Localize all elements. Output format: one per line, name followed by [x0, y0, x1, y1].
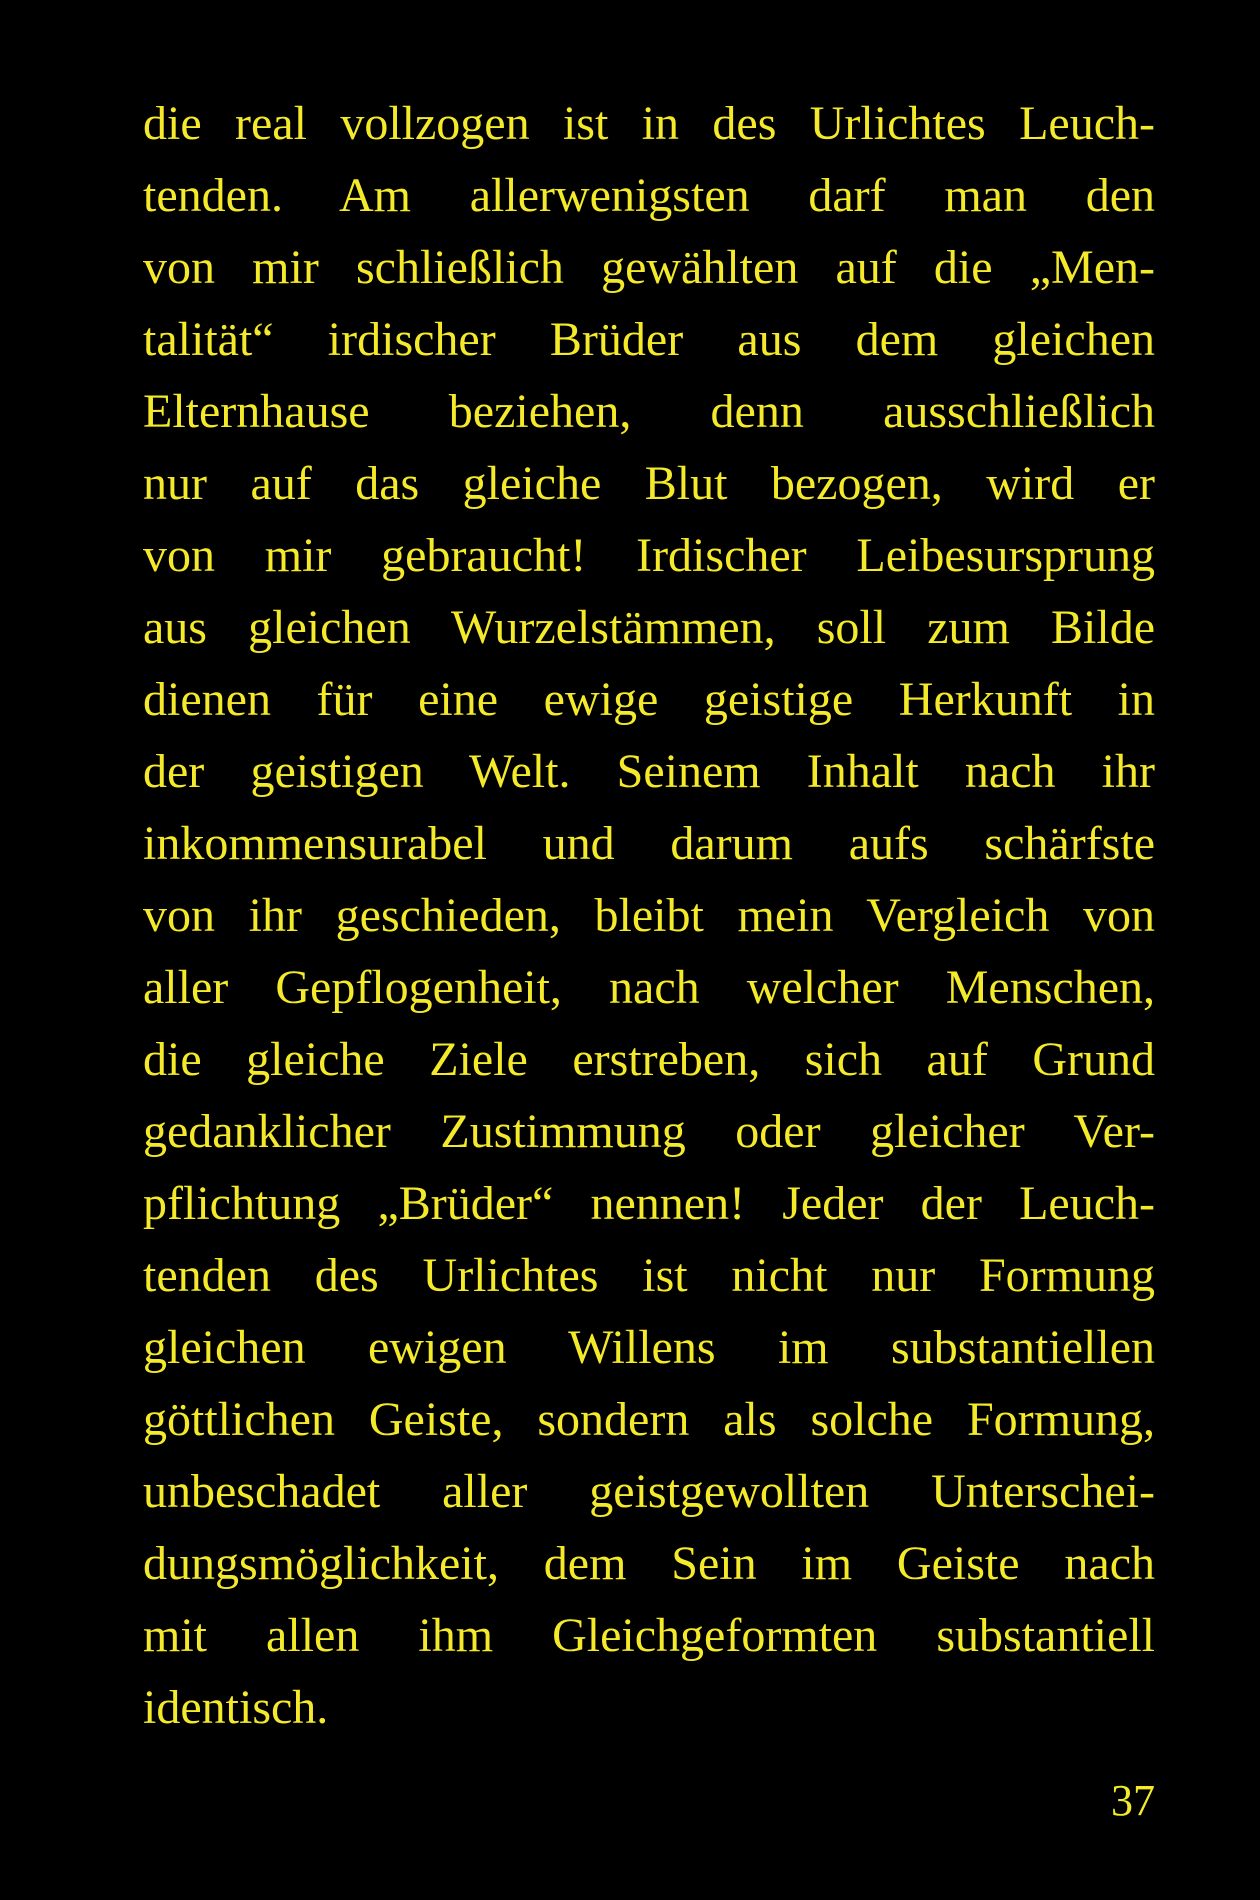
text-line: identisch.	[143, 1681, 329, 1734]
text-line: dienen für eine ewige geistige Herkunft in	[143, 673, 1155, 726]
text-line: von mir gebraucht! Irdischer Leibesursprung	[143, 529, 1155, 582]
body-text	[143, 88, 1155, 1744]
text-line: nur auf das gleiche Blut bezogen, wird er	[143, 457, 1155, 510]
text-line: gedanklicher Zustimmung oder gleicher Ver-	[143, 1105, 1155, 1158]
text-line: mit allen ihm Gleichgeformten substantiell	[143, 1609, 1155, 1662]
text-line: die gleiche Ziele erstreben, sich auf Grund	[143, 1033, 1155, 1086]
text-line: dungsmöglichkeit, dem Sein im Geiste nach	[143, 1537, 1155, 1590]
text-line: gleichen ewigen Willens im substantiellen	[143, 1321, 1155, 1374]
text-line: von ihr geschieden, bleibt mein Vergleich von	[143, 889, 1155, 942]
text-line: unbeschadet aller geistgewollten Unterschei-	[143, 1465, 1155, 1518]
text-line: aller Gepflogenheit, nach welcher Menschen,	[143, 961, 1155, 1014]
text-line: die real vollzogen ist in des Urlichtes Leuch-	[143, 97, 1155, 150]
text-line: aus gleichen Wurzelstämmen, soll zum Bilde	[143, 601, 1155, 654]
text-line: inkommensurabel und darum aufs schärfste	[143, 817, 1155, 870]
text-line: göttlichen Geiste, sondern als solche Formung,	[143, 1393, 1155, 1446]
text-line: von mir schließlich gewählten auf die „Men-	[143, 241, 1155, 294]
text-line: tenden des Urlichtes ist nicht nur Formung	[143, 1249, 1155, 1302]
text-line: talität“ irdischer Brüder aus dem gleichen	[143, 313, 1155, 366]
text-line: tenden. Am allerwenigsten darf man den	[143, 169, 1155, 222]
text-line: der geistigen Welt. Seinem Inhalt nach ihr	[143, 745, 1155, 798]
text-line: pflichtung „Brüder“ nennen! Jeder der Leuch-	[143, 1177, 1155, 1230]
page-number: 37	[1111, 1776, 1155, 1825]
text-line: Elternhause beziehen, denn ausschließlich	[143, 385, 1155, 438]
